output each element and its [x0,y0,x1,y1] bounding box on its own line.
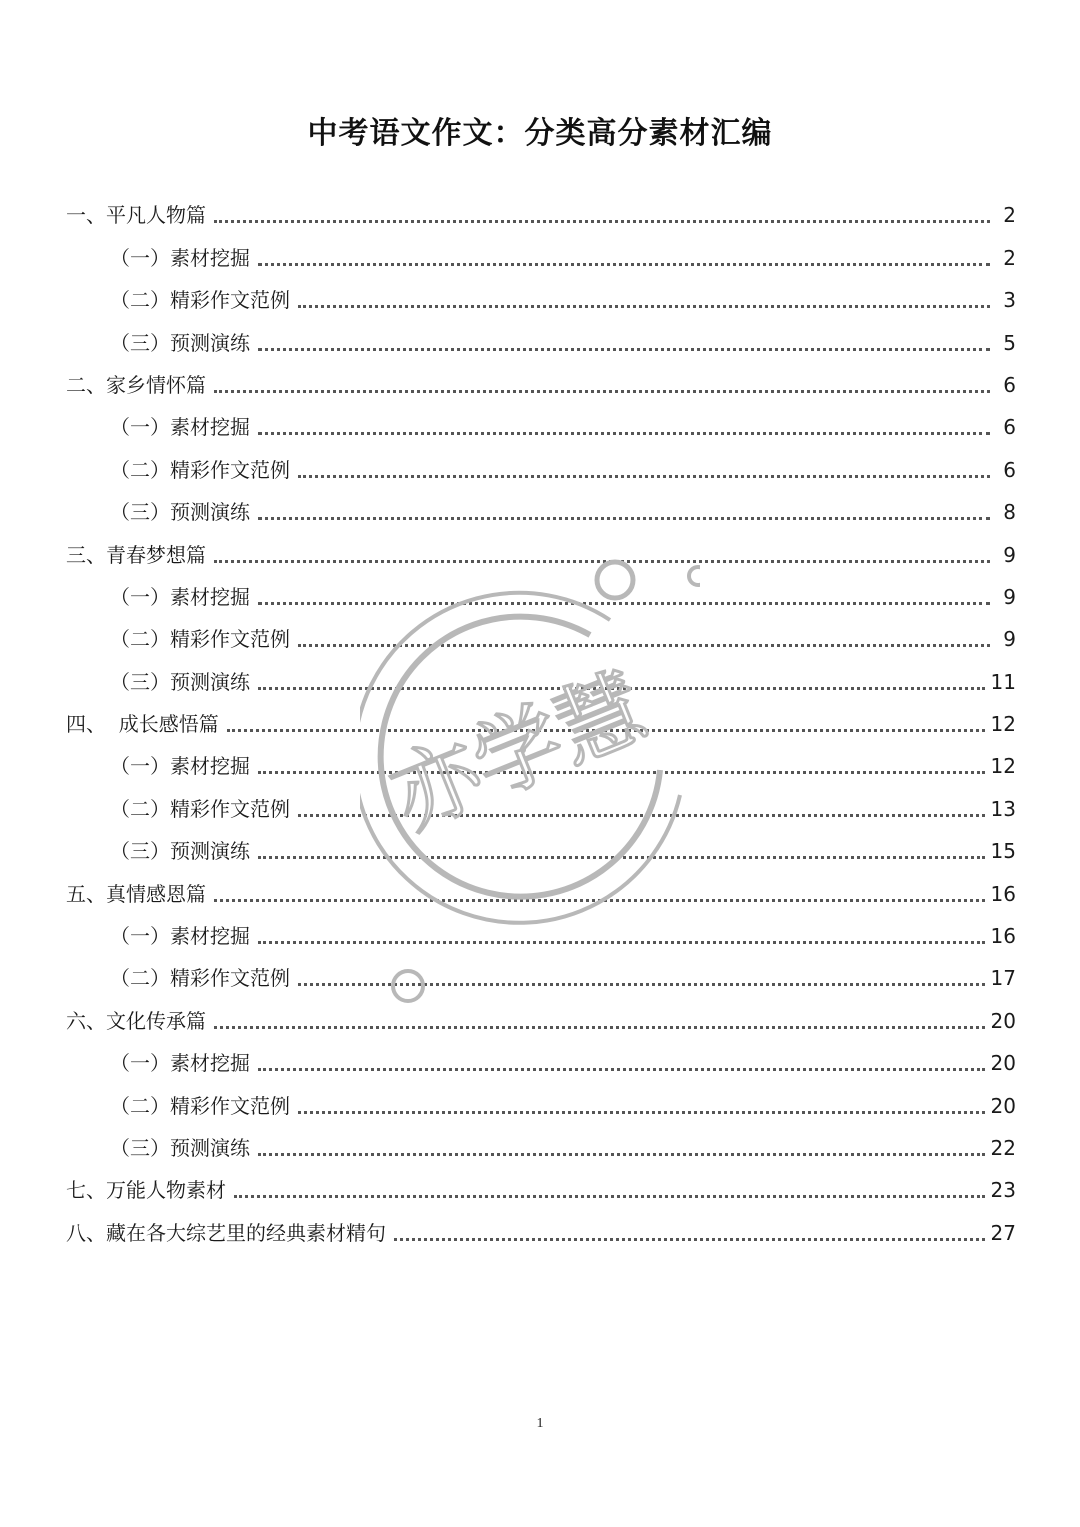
table-of-contents [66,194,1016,1254]
toc-entry-page: 20 [990,1093,1016,1118]
toc-dot-leader [258,263,990,266]
toc-entry-page: 16 [990,881,1016,906]
watermark-text: 亦学慧 [376,654,661,849]
toc-entry[interactable] [66,660,1016,702]
toc-dot-leader [258,856,985,859]
toc-entry[interactable] [66,703,1016,745]
toc-entry-label: （三）预测演练 [110,500,250,525]
toc-entry[interactable] [66,279,1016,321]
toc-entry[interactable] [66,1084,1016,1126]
toc-entry[interactable] [66,830,1016,872]
toc-entry-page: 17 [990,966,1016,991]
toc-dot-leader [258,687,985,690]
toc-dot-leader [394,1238,985,1241]
toc-entry[interactable] [66,787,1016,829]
toc-entry-label: （一）素材挖掘 [110,754,250,779]
toc-dot-leader [214,899,985,902]
toc-dot-leader [298,644,990,647]
toc-dot-leader [258,432,990,435]
toc-entry-page: 6 [1003,457,1016,482]
toc-entry[interactable] [66,448,1016,490]
toc-entry-label: 二、家乡情怀篇 [66,372,206,397]
toc-entry-page: 13 [990,796,1016,821]
toc-entry[interactable] [66,364,1016,406]
toc-entry[interactable] [66,321,1016,363]
toc-dot-leader [298,1111,985,1114]
toc-entry-page: 20 [990,1051,1016,1076]
toc-entry[interactable] [66,1211,1016,1253]
toc-dot-leader [258,348,990,351]
toc-entry-label: （一）素材挖掘 [110,584,250,609]
toc-entry-page: 12 [990,754,1016,779]
toc-entry[interactable] [66,491,1016,533]
toc-entry-label: （一）素材挖掘 [110,924,250,949]
toc-dot-leader [227,729,985,732]
toc-entry-page: 3 [1003,288,1016,313]
toc-entry-page: 6 [1003,415,1016,440]
toc-entry-page: 9 [1003,627,1016,652]
toc-entry-page: 2 [1003,203,1016,228]
toc-dot-leader [258,1153,985,1156]
toc-entry[interactable] [66,1127,1016,1169]
toc-entry-label: 四、 成长感悟篇 [66,712,219,737]
toc-entry-label: （二）精彩作文范例 [110,966,290,991]
toc-entry[interactable] [66,194,1016,236]
toc-entry-label: 三、青春梦想篇 [66,542,206,567]
toc-entry-label: （二）精彩作文范例 [110,1093,290,1118]
toc-entry[interactable] [66,872,1016,914]
toc-entry-page: 12 [990,712,1016,737]
toc-dot-leader [234,1195,985,1198]
toc-entry[interactable] [66,999,1016,1041]
toc-entry-label: （二）精彩作文范例 [110,627,290,652]
toc-dot-leader [258,602,990,605]
toc-dot-leader [258,771,985,774]
toc-entry[interactable] [66,618,1016,660]
toc-entry-page: 15 [990,839,1016,864]
page-number: 1 [536,1416,544,1431]
toc-entry-label: （三）预测演练 [110,839,250,864]
toc-entry-page: 20 [990,1008,1016,1033]
toc-entry-label: （三）预测演练 [110,1135,250,1160]
toc-entry-label: 七、万能人物素材 [66,1178,226,1203]
toc-entry-page: 2 [1003,245,1016,270]
toc-entry-label: 一、平凡人物篇 [66,203,206,228]
toc-entry[interactable] [66,576,1016,618]
toc-entry[interactable] [66,406,1016,448]
toc-entry-page: 23 [990,1178,1016,1203]
toc-dot-leader [258,1068,985,1071]
toc-entry[interactable] [66,957,1016,999]
toc-dot-leader [214,560,990,563]
toc-entry-page: 27 [990,1220,1016,1245]
toc-entry-label: 八、藏在各大综艺里的经典素材精句 [66,1220,386,1245]
toc-entry-page: 22 [990,1135,1016,1160]
toc-entry[interactable] [66,533,1016,575]
document-title: 中考语文作文：分类高分素材汇编 [307,116,773,152]
toc-entry-page: 9 [1003,584,1016,609]
toc-entry[interactable] [66,915,1016,957]
toc-entry-page: 11 [990,669,1016,694]
toc-entry-label: （二）精彩作文范例 [110,288,290,313]
toc-dot-leader [258,517,990,520]
toc-entry-label: （三）预测演练 [110,669,250,694]
toc-entry-page: 16 [990,924,1016,949]
toc-entry-label: （二）精彩作文范例 [110,457,290,482]
toc-dot-leader [258,941,985,944]
toc-entry[interactable] [66,236,1016,278]
toc-entry-label: （一）素材挖掘 [110,415,250,440]
toc-dot-leader [298,814,985,817]
toc-entry-label: 六、文化传承篇 [66,1008,206,1033]
toc-entry-page: 9 [1003,542,1016,567]
toc-entry-label: （二）精彩作文范例 [110,796,290,821]
toc-dot-leader [214,220,990,223]
toc-dot-leader [298,305,990,308]
toc-entry[interactable] [66,1042,1016,1084]
toc-entry[interactable] [66,745,1016,787]
toc-entry-label: 五、真情感恩篇 [66,881,206,906]
toc-entry-label: （三）预测演练 [110,330,250,355]
toc-entry-page: 8 [1003,500,1016,525]
toc-entry-label: （一）素材挖掘 [110,245,250,270]
toc-entry-page: 6 [1003,372,1016,397]
toc-entry-label: （一）素材挖掘 [110,1051,250,1076]
toc-dot-leader [298,475,990,478]
toc-entry-page: 5 [1003,330,1016,355]
toc-dot-leader [298,983,985,986]
toc-dot-leader [214,390,990,393]
toc-dot-leader [214,1026,985,1029]
toc-entry[interactable] [66,1169,1016,1211]
